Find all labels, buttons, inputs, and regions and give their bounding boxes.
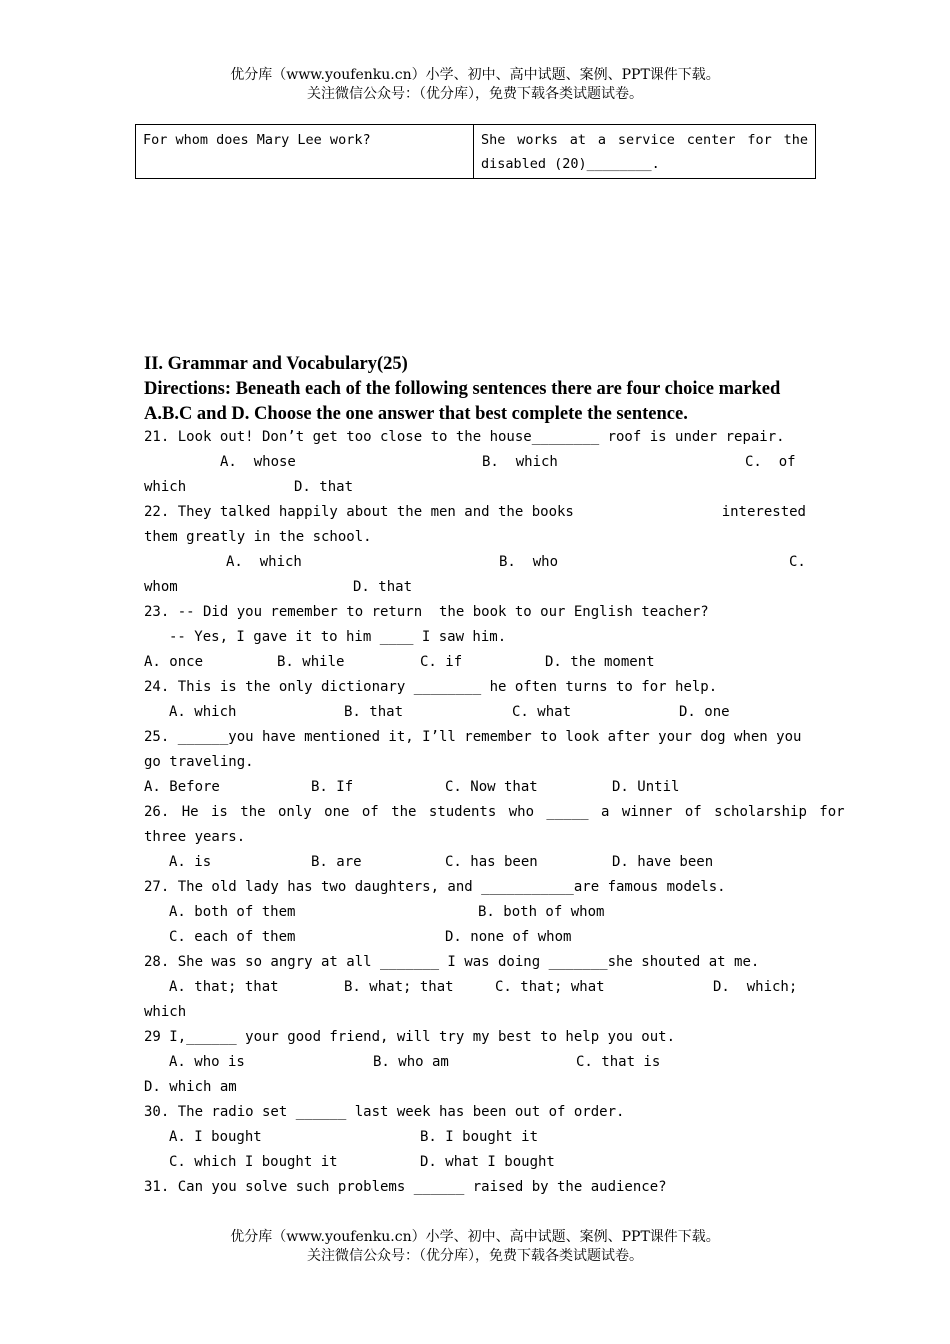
q29-option-b: B. who am (373, 1054, 449, 1070)
question-list (144, 425, 845, 1200)
q26-option-a: A. is (169, 854, 212, 870)
q23-option-c: C. if (420, 654, 463, 670)
q25-options-row (144, 775, 806, 800)
q24-option-b: B. that (344, 704, 404, 720)
q23-stem-2-row (144, 625, 806, 650)
q24-option-d: D. one (679, 704, 730, 720)
q26-option-b: B. are (311, 854, 362, 870)
footer-line-1: 优分库（www.youfenku.cn）小学、初中、高中试题、案例、PPT课件下载。 (230, 1229, 720, 1245)
q29-option-d: D. which am (144, 1079, 237, 1095)
q21-option-c-cont: which (144, 479, 187, 495)
q26-stem-2: three years. (144, 829, 246, 845)
q28-stem: 28. She was so angry at all _______ I was doing _______she shouted at me. (144, 954, 760, 970)
q27-stem: 27. The old lady has two daughters, and ___________are famous models. (144, 879, 726, 895)
q21-stem: 21. Look out! Don’t get too close to the house________ roof is under repair. (144, 429, 785, 445)
q28-option-d: D. which; (713, 979, 798, 995)
q26-option-c: C. has been (445, 854, 538, 870)
q23-stem: 23. -- Did you remember to return the book to our English teacher? (144, 604, 709, 620)
q21-option-c: C. of (745, 454, 796, 470)
q24-stem: 24. This is the only dictionary ________ he often turns to for help. (144, 679, 718, 695)
q26-stem (144, 800, 845, 825)
page-footer (0, 1228, 950, 1266)
header-line-2: 关注微信公众号：（优分库），免费下载各类试题试卷。 (307, 86, 643, 102)
q22-stem-part-2: interested (721, 504, 806, 520)
q22-stem (144, 500, 806, 525)
q22-option-d: D. that (353, 579, 413, 595)
answer-cell (474, 125, 816, 179)
q21-option-b: B. which (482, 454, 558, 470)
q27-option-b: B. both of whom (478, 904, 605, 920)
q23-stem-2: -- Yes, I gave it to him ____ I saw him. (169, 629, 507, 645)
q28-option-b: B. what; that (344, 979, 454, 995)
answer-line-1: She works at a service center for the (481, 132, 808, 148)
q30-option-d: D. what I bought (420, 1154, 555, 1170)
q28-option-a: A. that; that (169, 979, 279, 995)
q29-stem: 29 I,______ your good friend, will try my best to help you out. (144, 1029, 676, 1045)
q29-option-a: A. who is (169, 1054, 245, 1070)
q21-options-row-2 (144, 475, 806, 500)
q25-option-c: C. Now that (445, 779, 538, 795)
q27-option-a: A. both of them (169, 904, 296, 920)
q24-options-row (144, 700, 806, 725)
q21-option-a: A. whose (220, 454, 296, 470)
q22-options-row (144, 550, 806, 575)
section-directions: Directions: Beneath each of the following sentences there are four choice marked A.B.C and D. Choose the one answer that best complete the sentence. (144, 379, 781, 424)
question-cell: For whom does Mary Lee work? (136, 125, 474, 179)
q24-option-a: A. which (169, 704, 237, 720)
q25-stem: 25. ______you have mentioned it, I’ll remember to look after your dog when you (144, 729, 802, 745)
q25-option-b: B. If (311, 779, 354, 795)
q29-option-c: C. that is (576, 1054, 661, 1070)
q25-option-d: D. Until (612, 779, 680, 795)
q26-stem-text: 26. He is the only one of the students who _____ a winner of scholarship for (144, 804, 845, 820)
q26-option-d: D. have been (612, 854, 714, 870)
q27-options-row (144, 900, 806, 925)
table-row (136, 125, 816, 179)
q30-options-row-2 (144, 1150, 806, 1175)
q22-stem-part-1: 22. They talked happily about the men and the books (144, 504, 574, 520)
q23-option-a: A. once (144, 654, 204, 670)
q30-option-b: B. I bought it (420, 1129, 539, 1145)
q21-option-d: D. that (294, 479, 354, 495)
q27-options-row-2 (144, 925, 806, 950)
q30-option-c: C. which I bought it (169, 1154, 338, 1170)
section-title: II. Grammar and Vocabulary(25) (144, 354, 408, 374)
q22-option-c: C. (789, 554, 806, 570)
page-header (0, 66, 950, 104)
q27-option-c: C. each of them (169, 929, 296, 945)
q21-options-row (144, 450, 806, 475)
q24-option-c: C. what (512, 704, 572, 720)
header-line-1: 优分库（www.youfenku.cn）小学、初中、高中试题、案例、PPT课件下载。 (230, 67, 720, 83)
q23-option-d: D. the moment (545, 654, 655, 670)
q26-options-row (144, 850, 806, 875)
q22-stem-2: them greatly in the school. (144, 529, 372, 545)
q28-options-row (144, 975, 806, 1000)
q27-option-d: D. none of whom (445, 929, 572, 945)
q28-option-c: C. that; what (495, 979, 605, 995)
q23-option-b: B. while (277, 654, 345, 670)
q28-option-d-cont: which (144, 1004, 187, 1020)
q23-options-row (144, 650, 806, 675)
q25-stem-2: go traveling. (144, 754, 254, 770)
footer-line-2: 关注微信公众号：（优分库），免费下载各类试题试卷。 (307, 1248, 643, 1264)
q22-option-b: B. who (499, 554, 559, 570)
answer-line-2: disabled (20)________. (481, 156, 660, 172)
q22-options-row-2 (144, 575, 806, 600)
q22-option-c-cont: whom (144, 579, 178, 595)
q25-option-a: A. Before (144, 779, 220, 795)
q30-stem: 30. The radio set ______ last week has been out of order. (144, 1104, 625, 1120)
q30-option-a: A. I bought (169, 1129, 262, 1145)
q22-option-a: A. which (226, 554, 302, 570)
q31-stem: 31. Can you solve such problems ______ raised by the audience? (144, 1179, 667, 1195)
answer-table (135, 124, 816, 179)
q30-options-row (144, 1125, 806, 1150)
q29-options-row (144, 1050, 806, 1075)
